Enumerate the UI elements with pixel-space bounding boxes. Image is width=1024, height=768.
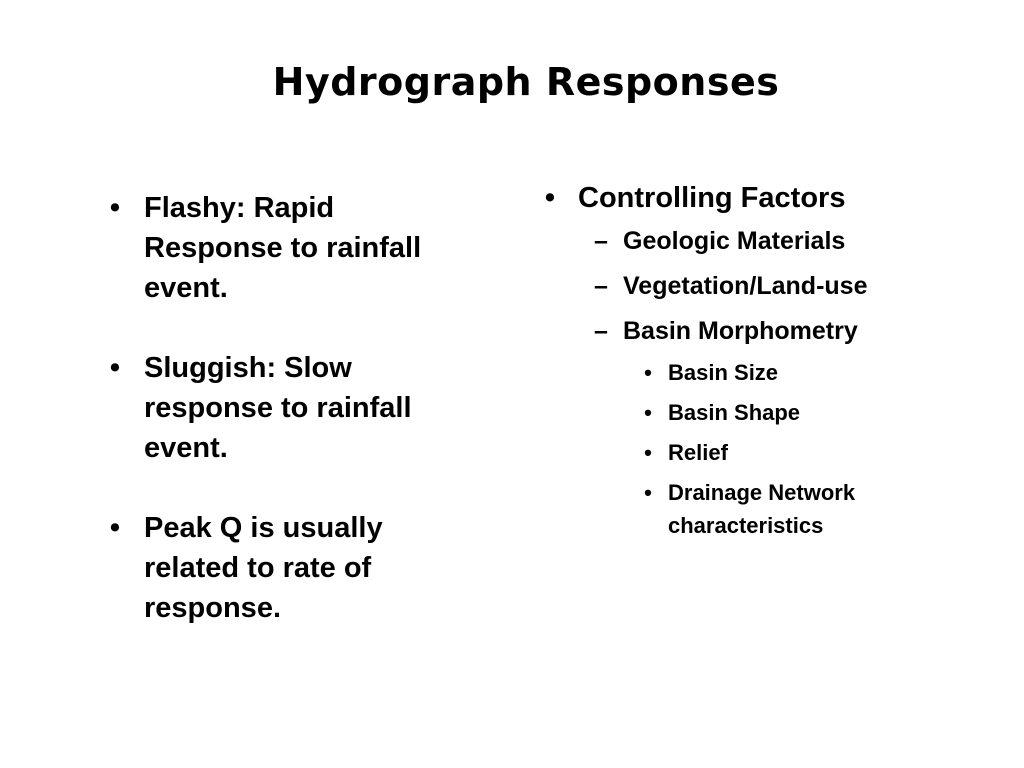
bullet-marker: •: [109, 512, 121, 544]
bullet-marker: •: [644, 360, 652, 385]
morphometry-text: Basin Shape: [668, 400, 801, 425]
heading-text: Controlling Factors: [578, 182, 846, 214]
bullet-line: event.: [144, 432, 228, 464]
factor-text: Basin Morphometry: [623, 317, 858, 345]
factor-basin-morphometry: [535, 314, 995, 348]
bullet-marker: •: [109, 352, 121, 384]
dash-marker: –: [594, 227, 608, 255]
factor-geologic-materials: [535, 224, 995, 258]
morphometry-text: Drainage Network characteristics: [668, 480, 856, 538]
morphometry-text: Basin Size: [668, 360, 779, 385]
left-bullet-list: [100, 188, 520, 628]
dash-marker: –: [594, 272, 608, 300]
slide-title: Hydrograph Responses: [272, 60, 780, 104]
bullet-line: Sluggish: Slow: [144, 352, 352, 384]
bullet-line: response.: [144, 592, 281, 624]
bullet-marker: •: [644, 480, 652, 505]
dash-marker: –: [594, 317, 608, 345]
controlling-factors-heading: [535, 178, 995, 218]
factor-text: Vegetation/Land-use: [623, 272, 868, 300]
bullet-line: response to rainfall: [144, 392, 412, 424]
right-bullet-list: [535, 178, 995, 542]
factor-vegetation-land-use: [535, 269, 995, 303]
bullet-marker: •: [544, 182, 556, 214]
bullet-line: Flashy: Rapid: [144, 192, 335, 224]
bullet-line: Response to rainfall: [144, 232, 422, 264]
bullet-line: event.: [144, 272, 228, 304]
left-bullet-peak-q: [100, 508, 520, 628]
left-bullet-flashy: [100, 188, 520, 308]
factor-text: Geologic Materials: [623, 227, 846, 255]
left-bullet-sluggish: [100, 348, 520, 468]
bullet-marker: •: [644, 400, 652, 425]
bullet-marker: •: [109, 192, 121, 224]
bullet-line: Peak Q is usually: [144, 512, 383, 544]
morphometry-basin-shape: [535, 396, 995, 429]
bullet-marker: •: [644, 440, 652, 465]
morphometry-basin-size: [535, 356, 995, 389]
bullet-line: related to rate of: [144, 552, 372, 584]
morphometry-text: Relief: [668, 440, 728, 465]
morphometry-drainage-network: [535, 476, 995, 542]
morphometry-relief: [535, 436, 995, 469]
